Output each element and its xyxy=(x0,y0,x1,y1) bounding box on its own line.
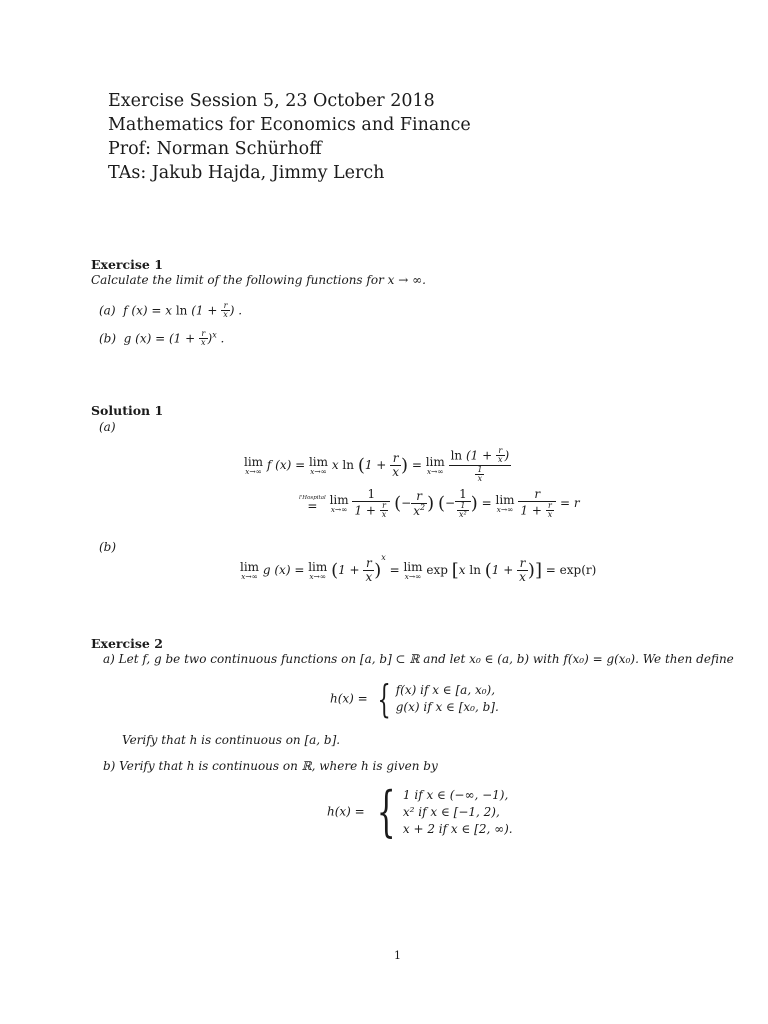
solution1-a-line2: l'Hospital = lim x→∞ 1 1 + $\frac{r}{x}$ (− $\frac{r}{x^2}$ ) (− $\frac{1}{\frac{1}{\text{x²}}}$ ) = lim x→∞ r 1 + $\frac{r}{x}$ = r xyxy=(299,487,580,519)
h-case-1: f(x) if x ∈ [a, x₀), xyxy=(395,683,496,697)
document-header xyxy=(108,89,471,185)
header-professor: Prof: Norman Schürhoff xyxy=(108,139,322,159)
solution1-a-line1: lim x→∞ f (x) = lim x→∞ x ln (1 + $\frac{r}{x}$ ) = lim x→∞ ln (1 + $\frac{r}{x}$ ) $\frac{1}{x}$ xyxy=(244,446,510,484)
solution1-b-line: lim x→∞ g (x) = lim x→∞ (1 + $\frac{r}{x}$ )$^x$ = lim x→∞ exp [x ln (1 + $\frac{r}{x}$ )] = exp(r) xyxy=(240,553,597,584)
solution1-title: Solution 1 xyxy=(91,403,164,418)
exercise1-prompt: Calculate the limit of the following functions for x → ∞. xyxy=(91,273,426,287)
exercise2-a-text: a) Let f, g be two continuous functions on [a, b] ⊂ ℝ and let x₀ ∈ (a, b) with f(x₀) = g(x₀). We then define xyxy=(103,652,734,666)
page-number: 1 xyxy=(394,949,401,962)
exercise2-b-text: b) Verify that h is continuous on ℝ, where h is given by xyxy=(103,759,438,773)
solution1-b-label: (b) xyxy=(99,540,117,554)
exercise1-title: Exercise 1 xyxy=(91,257,163,272)
header-course: Mathematics for Economics and Finance xyxy=(108,115,471,135)
h-case-2: g(x) if x ∈ [x₀, b]. xyxy=(395,700,499,714)
exercise2-title: Exercise 2 xyxy=(91,636,163,651)
solution1-b-result: = exp(r) xyxy=(545,563,597,577)
header-session: Exercise Session 5, 23 October 2018 xyxy=(108,91,435,111)
h2-case-3: x + 2 if x ∈ [2, ∞). xyxy=(402,821,513,836)
exercise1-part-b: (b) g (x) = (1 + $\frac{r}{x}$ )$^x$ . xyxy=(99,329,225,348)
lhopital-label: l'Hospital xyxy=(299,494,326,501)
exercise2-verify-a: Verify that h is continuous on [a, b]. xyxy=(122,733,341,747)
exercise1-a-label: (a) xyxy=(99,303,116,318)
header-tas: TAs: Jakub Hajda, Jimmy Lerch xyxy=(108,163,385,183)
solution1-a-label: (a) xyxy=(99,420,116,434)
h2-case-1: 1 if x ∈ (−∞, −1), xyxy=(402,787,509,802)
exercise2-h-definition: h(x) = { f(x) if x ∈ [a, x₀), g(x) if x ∈ [x₀, b]. xyxy=(330,677,499,721)
h2-case-2: x² if x ∈ [−1, 2), xyxy=(402,804,500,819)
exercise1-part-a: (a) f (x) = x ln (1 + $\frac{r}{x}$ ) . xyxy=(99,301,243,320)
exercise2-h2-definition: h(x) = { 1 if x ∈ (−∞, −1), x² if x ∈ [−1, 2), x + 2 if x ∈ [2, ∞). xyxy=(327,780,513,843)
exercise1-b-label: (b) xyxy=(99,331,117,346)
